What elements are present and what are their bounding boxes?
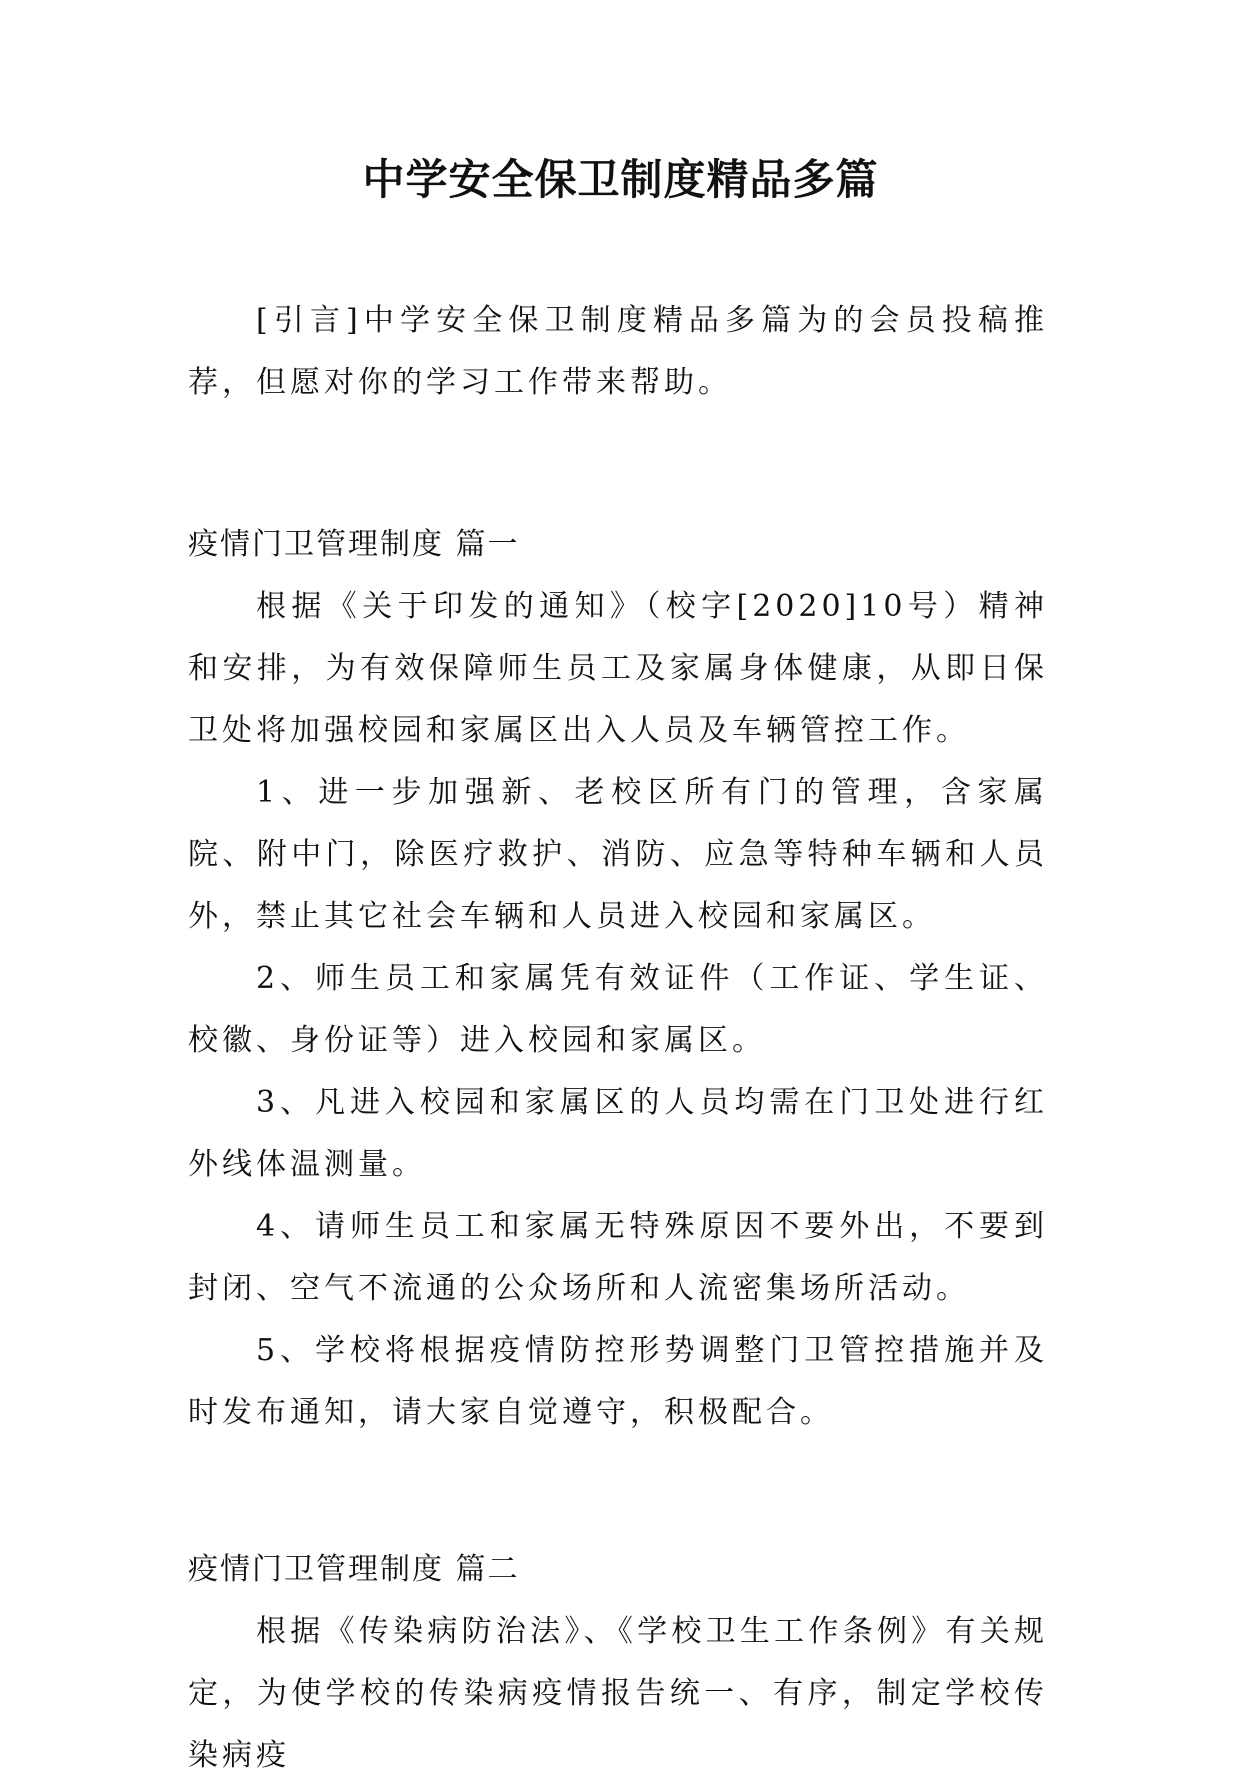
section-paragraph: 根据《传染病防治法》、《学校卫生工作条例》有关规定，为使学校的传染病疫情报告统一、有序，制定学校传染病疫	[188, 1614, 1048, 1773]
document-body	[188, 290, 1048, 1787]
section-2	[188, 1539, 1048, 1787]
section-paragraph: 5、学校将根据疫情防控形势调整门卫管控措施并及时发布通知，请大家自觉遵守，积极配合。	[188, 1333, 1048, 1430]
section-heading: 疫情门卫管理制度 篇二	[188, 1552, 520, 1587]
section-paragraph: 2、师生员工和家属凭有效证件（工作证、学生证、校徽、身份证等）进入校园和家属区。	[188, 961, 1048, 1058]
section-paragraph: 1、进一步加强新、老校区所有门的管理，含家属院、附中门，除医疗救护、消防、应急等特种车辆和人员外，禁止其它社会车辆和人员进入校园和家属区。	[188, 775, 1048, 934]
section-paragraph: 3、凡进入校园和家属区的人员均需在门卫处进行红外线体温测量。	[188, 1085, 1048, 1182]
intro-paragraph: [引言]中学安全保卫制度精品多篇为的会员投稿推荐，但愿对你的学习工作带来帮助。	[188, 303, 1048, 400]
section-paragraph: 根据《关于印发的通知》（校字[2020]10号）精神和安排，为有效保障师生员工及家属身体健康，从即日保卫处将加强校园和家属区出入人员及车辆管控工作。	[188, 589, 1048, 748]
section-1	[188, 514, 1048, 1444]
section-spacer	[188, 1444, 1048, 1539]
document-title: 中学安全保卫制度精品多篇	[362, 155, 879, 204]
section-heading: 疫情门卫管理制度 篇一	[188, 527, 520, 562]
section-paragraph: 4、请师生员工和家属无特殊原因不要外出，不要到封闭、空气不流通的公众场所和人流密集场所活动。	[188, 1209, 1048, 1306]
